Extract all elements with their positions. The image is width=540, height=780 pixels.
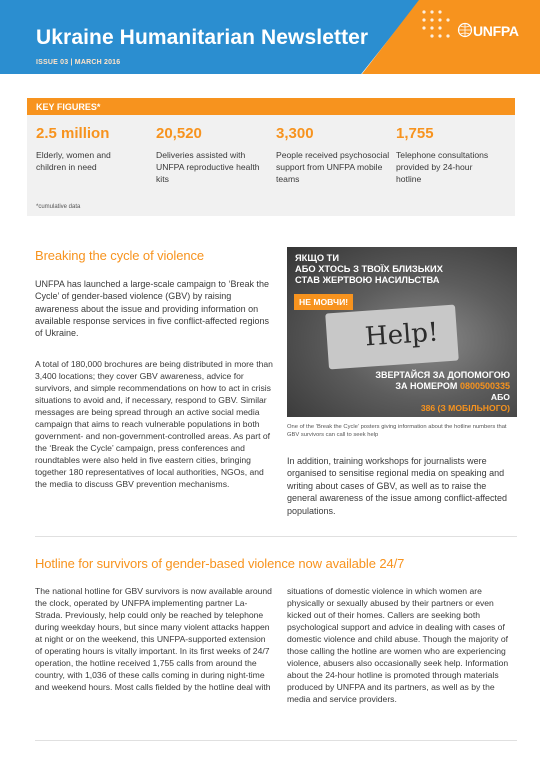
unfpa-logo: UNFPA	[473, 23, 519, 39]
poster-line: АБО ХТОСЬ З ТВОЇХ БЛИЗЬКИХ	[295, 264, 443, 274]
key-figure-item	[396, 125, 511, 185]
key-figure-desc: People received psychosocial support from UNFPA mobile teams	[276, 150, 390, 184]
section-heading-hotline: Hotline for survivors of gender-based violence now available 24/7	[35, 556, 405, 571]
key-figure-item	[156, 125, 271, 185]
article-paragraph: In addition, training workshops for journalists were organised to sensitise regional media on speaking and writing about cases of GBV, as well as to raise the general awareness of the issue among conflict-affected populations.	[287, 456, 507, 516]
article-paragraph: situations of domestic violence in which women are physically or sexually abused by their partners or even kicked out of their homes. Callers are seeking both psychological support and advice in dealing with cases of domestic violence and child abuse. Though the majority of those calling the hotline are women who are experiencing violence, abusers also occasionally seek help. Information about the 24-hour hotline is promoted through materials produced by UNFPA and its partners, as well as by the media and service providers.	[287, 586, 509, 704]
section-divider	[35, 536, 517, 537]
newsletter-title: Ukraine Humanitarian Newsletter	[36, 26, 369, 49]
key-figure-item	[36, 125, 151, 173]
poster-line	[372, 381, 510, 392]
key-figure-value: 3,300	[276, 125, 314, 142]
un-emblem-icon	[457, 22, 473, 38]
key-figure-item	[276, 125, 391, 185]
poster-call-text	[372, 370, 510, 392]
key-figure-value: 2.5 million	[36, 125, 110, 142]
article-paragraph: UNFPA has launched a large-scale campaign to ‘Break the Cycle’ of gender-based violence (GBV) by raising awareness about the issue and providing information on available response services in five conflict-affected regions of Ukraine.	[35, 279, 269, 339]
campaign-poster-photo	[287, 247, 517, 417]
issue-date: ISSUE 03 | MARCH 2016	[36, 59, 121, 66]
poster-headline	[295, 253, 443, 286]
key-figure-value: 1,755	[396, 125, 434, 142]
key-figure-desc: Deliveries assisted with UNFPA reproductive health kits	[156, 150, 260, 184]
key-figures-label: KEY FIGURES*	[36, 102, 101, 112]
key-figure-desc: Telephone consultations provided by 24-hour hotline	[396, 150, 489, 184]
article-paragraph: The national hotline for GBV survivors is now available around the clock, operated by UNFPA implementing partner La-Strada. Previously, help could only be reached by telephone during weekday hours, but since many violent attacks happen at night or on the weekend, this UNFPA-supported extension of operating hours is vitally important. In its first weeks of 24/7 operation, the hotline received 1,755 calls from around the country, with 1,036 of these calls coming in during night-time and weekend hours. Most calls fielded by the hotline deal with	[35, 586, 272, 692]
key-figures-panel	[27, 98, 515, 216]
poster-cta-label: НЕ МОВЧИ!	[294, 294, 353, 310]
key-figures-note: *cumulative data	[36, 204, 81, 210]
article-paragraph: A total of 180,000 brochures are being distributed in more than 3,400 locations; they cover GBV awareness, advice for survivors, and simple recommendations on how to act in crisis situations to avoid and, if necessary, respond to GBV. Similar messages are being spread through an active social media campaign that aims to reach vulnerable populations in both government- and non-government-controlled areas. As part of the ‘Break the Cycle’ campaign, press conferences and roundtables were also held in five eastern cities, bringing together 180 representatives of local authorities, NGOs, and the media to discuss GBV prevention mechanisms.	[35, 359, 273, 489]
poster-line: ЗВЕРТАЙСЯ ЗА ДОПОМОГОЮ	[375, 370, 510, 380]
dots-pattern-icon	[420, 8, 460, 48]
key-figure-desc: Elderly, women and children in need	[36, 150, 111, 172]
key-figure-value: 20,520	[156, 125, 202, 142]
section-divider	[35, 740, 517, 741]
hotline-number: 0800500335	[459, 381, 510, 391]
poster-line: ЯКЩО ТИ	[295, 253, 340, 263]
help-sign-text: Help!	[364, 317, 440, 353]
newsletter-header	[0, 0, 540, 74]
section-heading-breaking-cycle: Breaking the cycle of violence	[35, 248, 204, 263]
poster-line: ЗА НОМЕРОМ	[395, 381, 458, 391]
poster-line: СТАВ ЖЕРТВОЮ НАСИЛЬСТВА	[295, 275, 440, 285]
key-figures-bar	[27, 98, 515, 115]
photo-caption: One of the ‘Break the Cycle’ posters giving information about the hotline numbers that GBV survivors can call to seek help	[287, 424, 507, 438]
poster-or: АБО	[490, 392, 510, 402]
poster-short-number: 386 (З МОБІЛЬНОГО)	[420, 403, 510, 413]
